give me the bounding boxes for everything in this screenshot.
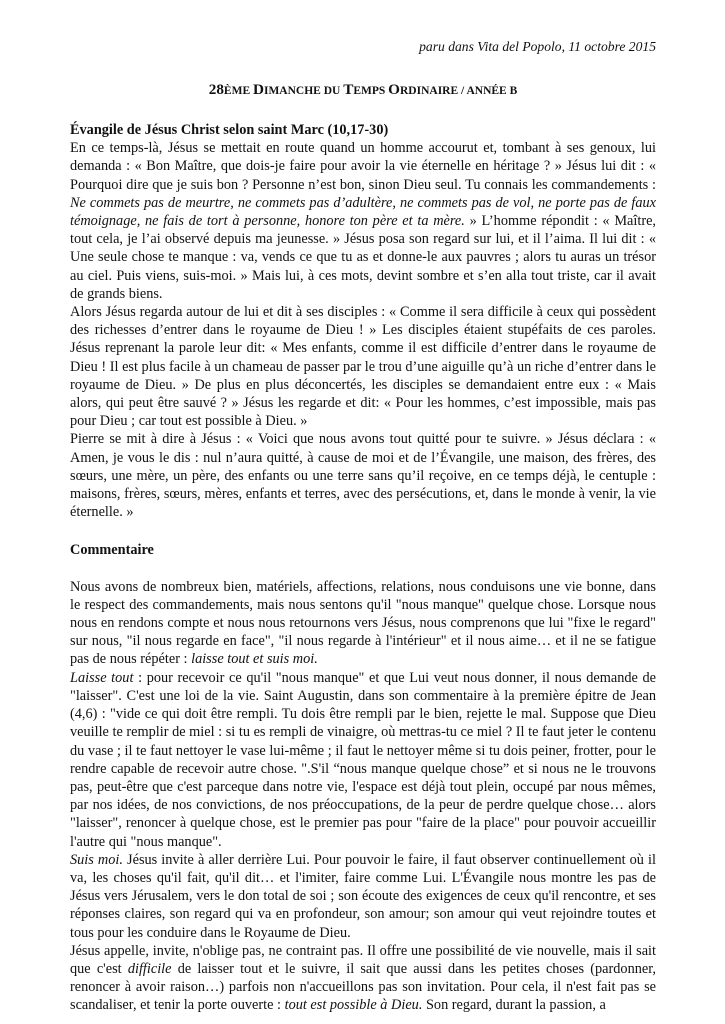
- paragraph-text: Jésus appelle, invite, n'oblige pas, ne contraint pas. Il offre une possibilité de vie nouvelle, mais il sait que c'est: [70, 942, 656, 977]
- paragraph-italic: tout est possible à Dieu.: [284, 997, 423, 1014]
- title-part: 28: [208, 81, 224, 98]
- paragraph-italic: Ne commets pas de meurtre, ne commets pas d’adultère, ne commets pas de vol, ne porte pas de faux témoignage, ne fais de tort à personne, honore ton père et ta mère.: [70, 194, 656, 230]
- commentary-paragraph: [70, 669, 656, 851]
- gospel-heading: Évangile de Jésus Christ selon saint Marc (10,17-30): [70, 122, 389, 138]
- title-part: EMPS: [353, 85, 389, 97]
- paragraph-italic: laisse tout et suis moi.: [191, 651, 318, 668]
- commentary-paragraph: [70, 942, 656, 1015]
- commentary-paragraph: [70, 578, 656, 669]
- paragraph-text: Nous avons de nombreux bien, matériels, affections, relations, nous conduisons une vie bonne, dans le respect des commandements, mais nous sentons qu'il "nous manque" quelque chose. Lorsque nous nous en rendons compte et nous nous retournons vers Jésus, nous comprenons que lui "fixe le regard" sur nous, "il nous regarde en face", "il nous regarde à l'intérieur" et il nous aime… et il ne se fatigue pas de nous répéter :: [70, 578, 656, 668]
- document-title: [70, 80, 656, 101]
- title-part: T: [343, 81, 354, 98]
- paragraph-italic: difficile: [127, 960, 172, 977]
- paragraph-text: Son regard, durant la passion, a: [422, 997, 606, 1014]
- publication-source: paru dans Vita del Popolo, 11 octobre 2015: [419, 39, 656, 54]
- gospel-paragraph: Alors Jésus regarda autour de lui et dit à ses disciples : « Comme il sera difficile à ceux qui possèdent des richesses d’entrer dans le royaume de Dieu ! » Les disciples étaient stupéfaits de ces paroles. Jésus reprenant la parole leur dit: « Mes enfants, comme il est difficile d’entrer dans le royaume de Dieu ! Il est plus facile à un chameau de passer par le trou d’une aiguille qu’à un riche d’entrer dans le royaume de Dieu. » De plus en plus déconcertés, les disciples se demandaient entre eux : « Mais alors, qui peut être sauvé ? » Jésus les regarde et dit: « Pour les hommes, c’est impossible, mais pas pour Dieu ; car tout est possible à Dieu. »: [70, 304, 656, 430]
- title-part: RDINAIRE / ANNÉE B: [400, 85, 518, 97]
- paragraph-italic: Suis moi.: [70, 851, 123, 868]
- gospel-paragraph: Pierre se mit à dire à Jésus : « Voici que nous avons tout quitté pour te suivre. » Jésus déclara : « Amen, je vous le dis : nul n’aura quitté, à cause de moi et de l’Évangile, une maison, des frères, des sœurs, une mère, un père, des enfants ou une terre sans qu’il reçoive, en ce temps déjà, le centuple : maisons, frères, sœurs, mères, enfants et terres, avec des persécutions, et, dans le monde à venir, la vie éternelle. »: [70, 431, 656, 521]
- paragraph-text: » L’homme répondit : « Maître, tout cela, je l’ai observé depuis ma jeunesse. » Jésus posa son regard sur lui, et il l’aima. Il lui dit : « Une seule chose te manque : va, vends ce que tu as et donne-le aux pauvres ; alors tu auras un trésor au ciel. Puis viens, suis-moi. » Mais lui, à ces mots, devint sombre et s’en alla tout triste, car il avait de grands biens.: [70, 213, 657, 302]
- paragraph-text: de laisser tout et le suivre, il sait que aussi dans les petites choses (pardonner, renoncer à avoir raison…) parfois non n'accueillons pas son invitation. Pour cela, il n'est fait pas se scandaliser, et tenir la porte ouverte :: [70, 960, 656, 1014]
- paragraph-italic: Laisse tout: [70, 669, 134, 686]
- commentary-paragraph: [70, 851, 656, 942]
- document-page: [70, 38, 656, 1015]
- title-part: O: [388, 81, 400, 98]
- title-part: IMANCHE DU: [263, 85, 344, 97]
- paragraph-text: En ce temps-là, Jésus se mettait en route quand un homme accourut et, tombant à ses genoux, lui demanda : « Bon Maître, que dois-je faire pour avoir la vie éternelle en héritage ? » Jésus lui dit : « Pourquoi dire que je suis bon ? Personne n’est bon, sinon Dieu seul. Tu connais les commandements :: [70, 140, 656, 193]
- commentary-heading: Commentaire: [70, 542, 154, 559]
- paragraph-text: : pour recevoir ce qu'il "nous manque" et que Lui veut nous donner, il nous demande de "laisser". C'est une loi de la vie. Saint Augustin, dans son commentaire à la première épitre de Jean (4,6) : "vide ce qui doit être rempli. Tu dois être rempli par le bien, rejette le mal. Suppose que Dieu veuille te remplir de miel : si tu es rempli de vinaigre, où mettras-tu ce miel ? Il te faut jeter le contenu du vase ; il te faut nettoyer le vase lui-même ; il faut le nettoyer même si tu dois peiner, frotter, pour le rendre capable de recevoir autre chose. ".S'il “nous manque quelque chose” et si nous ne le trouvons pas, peut-être que c'est parceque dans notre vie, l'espace est déjà tout plein, occupé par nous mêmes, par nos idées, de nos convictions, de nos préoccupations, de la peur de perdre quelque chose… alors "laisser", renoncer à quelque chose, est le premier pas pour "faire de la place" pour pouvoir accueillir l'autre qui "nous manque".: [70, 669, 656, 850]
- paragraph-text: Jésus invite à aller derrière Lui. Pour pouvoir le faire, il faut observer continuellement où il va, les choses qu'il fait, qu'il dit… et l'imiter, faire comme Lui. L'Évangile nous montre les pas de Jésus vers Jérusalem, vers le don total de soi ; son écoute des exigences de ceux qu'il rencontre, et ses réponses claires, son regard qui va en profondeur, son amour; son amour qui veut rejoindre toutes et tous pour les conduire dans le Royaume de Dieu.: [70, 851, 656, 941]
- title-part: D: [253, 81, 264, 98]
- gospel-paragraph: [70, 139, 656, 303]
- title-part: ÈME: [223, 85, 253, 97]
